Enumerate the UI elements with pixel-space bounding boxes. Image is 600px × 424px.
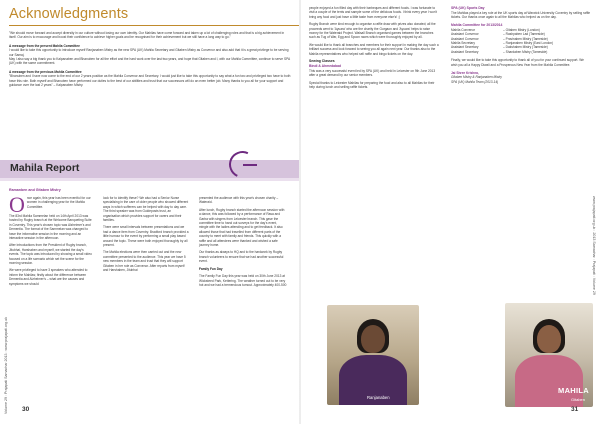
ack-previous-para: "Bhanuben and I have now come to the end of our 2 years position as the Mahila Convenor and Secretary. I would just like to take this opportunity to say what a fun two and privileged two have to both have this role. Both myself and Bhanuben have performed our duties to the best of our abilities and trust that our successors will do an even better job. Many thanks to you all for your support and guidance over the last 2 years" – Kalpanaben Mistry. [9,74,291,88]
col3-para3: Our thanks as always to HQ and to the hardwork by Rugby branch volunteers to ensure that we had another successful event. [199,250,284,264]
ack-present-para1: I would like to take this opportunity to introduce myself Ranjanaben Mistry as the new SPA (UK) Mahila Secretary and Gitaben Mistry as Convenor and also add that it is a great privilege to be serving our Samaj. [9,48,289,57]
committee-heading: Mahila Committee for 2013/2014 [451,22,503,27]
right-column-a [309,6,439,90]
committee-row: Assistant Secretary – Shardaben Mistry (Tameside) [451,49,548,54]
fun-day-continued: people enjoyed a fun filled day with their barbeques and different foods. I was fortunate to visit a couple of the tents and sample some of the delicious foods. I think every year I won't bring any food and just have a little taste from everyone else's! ;) [309,6,437,19]
col2-para3: The Mahila elections were then carried out and the new committee presented to the audience. This year we have 5 new members in the team and trust that they will support Gitaben in her role as Convenor. After reports from myself and Harshaben, Jitubhai [103,250,186,273]
col2-para2: There were small intervals between presentations and we had a dance item from Coventry. Bradford branch provided a little humour to the event by performing a small play based around the topic. These were both enjoyed thoroughly by all present. [103,225,189,248]
committee-row: Assistant Convenor – Pravinaben Mistry (Tameside) [451,36,548,41]
sports-day-heading: SPA (UK) Sports Day [451,6,485,10]
col1-para2: The 83rd Mahila Sammelan held on 14th April 2013 was hosted by Rugby branch at the Welcome Banqueting Suite in Coventry. This year's chosen topic was Alzheimer's and Dementia. The format of the Sammelan was changed to have the informative session in the morning and an interactive session in the afternoon. [9,214,92,241]
sewing-subheading: Bindi & Ahmedabad [309,64,342,69]
photo-label-ranjanaben: Ranjanaben [367,395,390,400]
sewing-heading: Sewing Classes [309,59,335,64]
col1-para3: After introductions from the President of Rugby branch, Jitubhai, Harshaben and myself, we started the day's events. The topic was introduced by showing a small video focused on a life scenario which set the scene for the morning session. [9,243,92,266]
photo-ranjanaben [327,305,419,405]
photo-gitaben [505,303,593,407]
left-side-caption: Volume 29 : Prajapati Samachar 2013 : www.prajapati.org.uk [4,317,8,414]
col3-para1: presented the audience with this year's chosen charity – Wateraid. [199,196,279,205]
committee-row: Assistant Secretary – Dakshaben Mistry (Tameside) [451,45,548,50]
acknowledgments-body [9,31,291,87]
right-side-caption: www.prajapati.org.uk : 2013 Samachar : Prajapati : Volume 29 [592,196,596,295]
ack-quote: "We should move forward and accept diversity in our culture without losing our own identity. Our Mahilas have come forward and taken up a lot of challenging roles and that is a big achievement in itself. Our aim is to encourage and boost their confidence to achieve higher goals and be recognised for their achievement but we still have a long way to go." [9,31,285,40]
thanks-paragraph: We would like to thank all branches and members for their support in making the day such a brilliant success and look forward to seeing you all again next year. Our thanks also to the Mahila representatives who helped sell raffle and bingo tickets on the day. [309,42,439,56]
photo-face [361,325,385,353]
right-column-b [451,6,591,84]
committee-row: Mahila Convenor – Gitaben Mistry (London) [451,27,540,32]
sewing-paragraph: This was a very successful event led by SPA (UK) and held in Leicester on 9th June 2013 after a great demand by our senior members. [309,69,436,78]
ack-present-para2: May I also say a big thank you to Kalpanaben and Bhanuben for all the effort and the hard work over the last two years, and hope that Gitaben and I, with our Mahila Committee, continue to serve SPA (UK) with the same commitment. [9,57,290,66]
left-page [0,0,299,424]
drop-cap: O [9,192,25,217]
section-band-shadow [0,178,299,181]
committee-row: Mahila Secretary – Ranjanaben Mistry (East London) [451,41,554,46]
closing-paragraph: Finally, we would like to take this opportunity to thank all of you for your continued support. We wish you all a Happy Diwali and a Prosperous New Year from the Mahila Committee. [451,58,584,67]
ack-heading-previous: A message from the previous Mahila Committee [9,69,82,74]
committee-list [451,28,591,54]
signoff-intro: Jai Shree Krishna, [451,71,479,76]
raffle-paragraph: Rugby Branch were kind enough to organise a raffle draw with prizes also donated; all the proceeds went to 'Ayuara' who are the charity the Gurgaon and 'Ayuara' helps to raise money for the Wateraid Project. Walsall Branch organised games between the branches such as Tug of War, Egg and Spoon races which were thoroughly enjoyed by all. [309,22,436,40]
article-column-3 [199,196,287,290]
signoff-role: SPA (UK) Mahila Team (2013-14) [451,79,499,84]
col2-para1: look for to identify these? We also had a Senior Nurse specialising in the care of older people who showed different ways in which sufferers can be helped with day to day care. The third speaker was from Guideposts trust, an organisation which provides support for carers and their families. [103,196,189,223]
signoff-names: Gitaben Mistry & Ranjanaben Mistry [451,75,503,80]
sports-day-paragraph: The Mahilas played a key role at the UK sports day at Warwick University Coventry by selling raffle tickets. Our thanks once again to all the Mahilas who helped us on the day. [451,11,591,20]
col3-para4: The Family Fun Day this year was held on 30th June 2013 at Wicksteed Park, Kettering. The weather turned out to be very hot and we had a tremendous turnout. Approximately 400-500 [199,274,287,287]
page-number-right: 31 [571,406,579,413]
col3-para2: After lunch, Rugby branch started the afternoon session with a dance, this was followed by a performance of Rasa and Garba with singers from Leicester branch. This gave the committee time to hand out surveys for the day's event, mingle with the ladies attending and to get feedback. It also allowed those that had travelled from different parts of the country to meet with family and friends. This quickly with a raffle and all attendees were thanked and wished a safe journey home. [199,207,285,248]
col1-para1: nce again, this year has been eventful for our women in challenging year for the Mahila Committee. [26,196,91,209]
mahila-report-title: Mahila Report [10,162,80,174]
title-rule [9,25,299,26]
acknowledgments-title: Acknowledgments [9,6,129,22]
committee-row: Assistant Convenor – Rashpaben Lad (Tameside) [451,32,545,37]
decorative-curve-stem [243,164,257,166]
leicester-thanks-paragraph: Special thanks to Leicester Mahilas for preparing the food and also to all Mahilas for their help during lunch and selling raffle tickets. [309,80,435,90]
right-page [301,0,600,424]
ack-heading-present: A message from the present Mahila Committee [9,43,80,48]
article-byline: Ramanben and Gitaben Mistry [9,188,61,192]
article-column-2 [103,196,189,276]
photo-label-gitaben: Gitaben [570,397,585,402]
page-number-left: 30 [22,406,30,413]
mahila-badge: MAHILA [558,386,589,395]
col3-heading-fun-day: Family Fun Day [199,266,223,271]
col1-para4: We were privileged to have 3 speakers who attended to inform the Mahilas; firstly about the difference between Dementia and Alzheimer's – what are the causes and symptoms we should [9,268,88,286]
article-column-1 [9,192,93,289]
photo-face [537,325,561,353]
